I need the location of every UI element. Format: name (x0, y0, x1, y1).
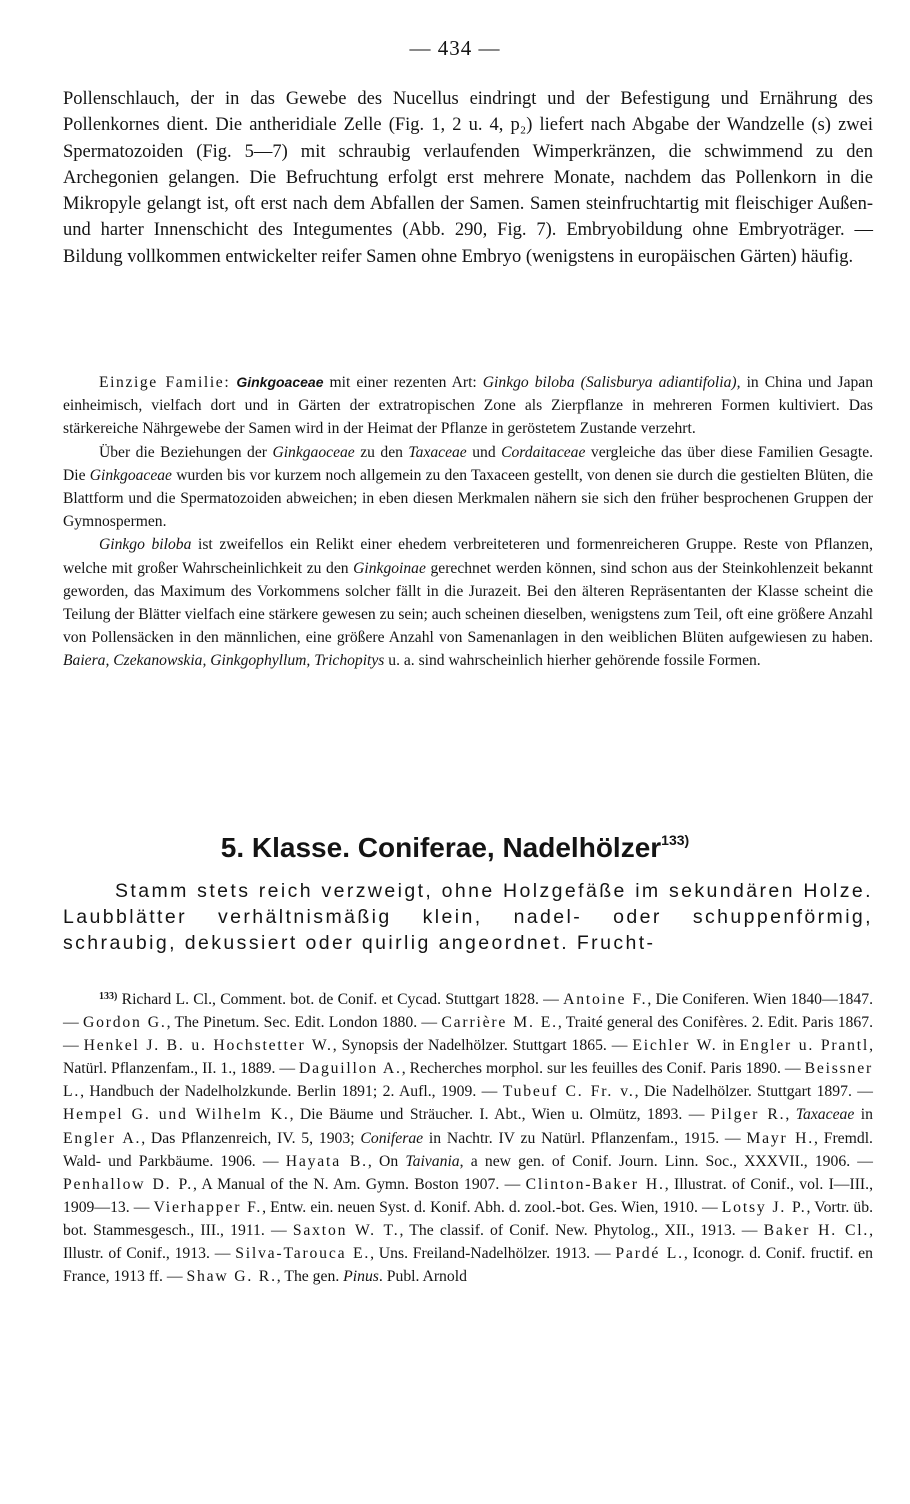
citation-text: , Uns. Freiland-Nadelhölzer. 1913. — (370, 1245, 616, 1263)
taxon-name: Coniferae (360, 1129, 424, 1147)
author-name: Hayata B. (285, 1152, 368, 1170)
citation-text: , The Pinetum. Sec. Edit. London 1880. — (166, 1014, 442, 1032)
citation-text: in (717, 1037, 740, 1055)
citation-text: , Die Coniferen. Wien 1840—1847. — (63, 991, 874, 1032)
relations-text-e: wurden bis vor kurzem noch allgemein zu den Taxaceen gestellt, von denen sie durch die gestielten Blüten, die Blattform und die Spermatozoiden abweichen; in eben diesen Merkmalen nähern sie sich den früher besprochenen Gruppen der Gymnospermen. (63, 466, 874, 531)
footnote-references (63, 985, 873, 1288)
taxon-cordaitaceae: Cordaitaceae (501, 443, 586, 461)
author-name: Engler A. (63, 1129, 142, 1147)
section-heading (0, 832, 910, 864)
citation-text: , (785, 1106, 796, 1124)
page-number: — 434 — (409, 36, 501, 60)
author-name: Clinton-Baker H. (525, 1175, 665, 1193)
family-lead: Einzige Familie: (99, 374, 231, 391)
citation-text: , Die Nadelhölzer. Stuttgart 1897. — (634, 1083, 873, 1101)
taxon-name: Pinus (343, 1268, 379, 1286)
family-text: mit einer rezenten Art: (329, 374, 477, 391)
taxon-ginkgo-biloba: Ginkgo biloba (99, 536, 192, 554)
citation-text: , Handbuch der Nadelholzkunde. Berlin 1891; 2. Aufl., 1909. — (80, 1083, 503, 1101)
relations-text-b: zu den (360, 443, 403, 461)
relations-text-d: vergleiche das über diese Familien Gesagte. Die (63, 443, 874, 484)
class-description: Stamm stets reich verzweigt, ohne Holzgefäße im sekundären Holze. Laubblätter verhältnismäßig klein, nadel- oder schuppenförmig, schraubig, dekussiert oder quirlig angeordnet. Frucht- (63, 880, 873, 954)
author-name: Engler u. Prantl (739, 1037, 870, 1055)
small-print-section (63, 371, 873, 673)
citation-text: , Iconogr. d. Conif. fructif. en France, 1913 ff. — (63, 1245, 873, 1286)
author-name: Pilger R. (710, 1106, 786, 1124)
relations-text-a: Über die Beziehungen der (99, 443, 267, 461)
citation-text: , Entw. ein. neuen Syst. d. Konif. Abh. d. zool.-bot. Ges. Wien, 1910. — (262, 1198, 722, 1216)
author-name: Carrière M. E. (441, 1014, 558, 1032)
citation-text: in (854, 1106, 873, 1124)
citation-text: , Vortr. üb. bot. Stammesgesch., III., 1911. — (63, 1198, 874, 1239)
citation-text: , Recherches morphol. sur les feuilles des Conif. Paris 1890. — (401, 1060, 805, 1078)
footnote-mark: 133) (99, 991, 118, 1002)
author-name: Shaw G. R. (186, 1268, 277, 1286)
family-name: Ginkgoaceae (236, 374, 324, 390)
author-name: Baker H. Cl. (763, 1221, 870, 1239)
relict-text-c: u. a. sind wahrscheinlich hierher gehörende fossile Formen. (388, 652, 761, 670)
author-name: Saxton W. T. (292, 1221, 400, 1239)
taxon-taxaceae: Taxaceae (408, 443, 467, 461)
author-name: Beissner L. (63, 1060, 873, 1101)
author-name: Penhallow D. P. (63, 1175, 194, 1193)
fossil-genera: Baiera, Czekanowskia, Ginkgophyllum, Trichopitys (63, 652, 385, 670)
author-name: Silva-Tarouca E. (235, 1245, 371, 1263)
taxon-name: Taivania (405, 1152, 460, 1170)
citation-text: , Fremdl. Wald- und Parkbäume. 1906. — (63, 1129, 873, 1170)
citation-text: , Traité general des Conifères. 2. Edit. Paris 1867. — (63, 1014, 873, 1055)
citation-text: , The gen. (276, 1268, 344, 1286)
paragraph-family (63, 371, 873, 441)
relict-text-a: ist zweifellos ein Relikt einer ehedem verbreiteteren und formenreicheren Gruppe. Reste von Pflanzen, welche mit großer Wahrscheinlichkeit zu den (63, 536, 873, 577)
citation-text: , Synopsis der Nadelhölzer. Stuttgart 1865. — (332, 1037, 633, 1055)
citation-text: Richard L. Cl., Comment. bot. de Conif. et Cycad. Stuttgart 1828. — (121, 991, 564, 1008)
citation-text: , The classif. of Conif. New. Phytolog., XII., 1913. — (399, 1221, 764, 1239)
citation-text: , Illustrat. of Conif., vol. I—III., 1909—13. — (63, 1175, 873, 1216)
author-name: Antoine F. (563, 991, 648, 1008)
author-name: Hempel G. und Wilhelm K. (63, 1106, 290, 1124)
taxon-name: Taxaceae (795, 1106, 855, 1124)
species-name: Ginkgo biloba (Salisburya adiantifolia), (482, 374, 741, 391)
citation-text: , Die Bäume und Sträucher. I. Abt., Wien u. Olmütz, 1893. — (289, 1106, 711, 1124)
paragraph-relict (63, 533, 873, 672)
heading-footnote-ref: 133) (661, 832, 690, 848)
heading-text: 5. Klasse. Coniferae, Nadelhölzer (220, 832, 662, 863)
taxon-ginkgoaceae: Ginkgoaceae (89, 466, 172, 484)
citation-text: , Illustr. of Conif., 1913. — (63, 1221, 874, 1263)
author-name: Vierhapper F. (153, 1198, 263, 1216)
family-description: in China und Japan einheimisch, vielfach dort und in Gärten der extratropischen Zone als Zierpflanze in mehreren Formen kultiviert. Das stärkereiche Nährgewebe der Samen wird in der Heimat der Pflanze in geröstetem Zustande verzehrt. (63, 374, 873, 438)
taxon-ginkgaoceae: Ginkgaoceae (272, 443, 355, 461)
citation-text: , On (367, 1152, 406, 1170)
author-name: Eichler W. (632, 1037, 718, 1055)
relict-text-b: gerechnet werden können, sind schon aus der Steinkohlenzeit bekannt geworden, das Maximum des Vorkommens solcher fällt in die Jurazeit. Bei den älteren Repräsentanten der Klasse scheint die Teilung der Blätter vielfach eine stärkere gewesen zu sein; auch scheinen dieselben, wenigstens zum Teil, oft eine größere Anzahl von Pollensäcken in den männlichen, eine größere Anzahl von Samenanlagen in den weiblichen Blüten aufgewiesen zu haben. (63, 559, 873, 647)
author-name: Henkel J. B. u. Hochstetter W. (83, 1037, 333, 1055)
citation-text: , Das Pflanzenreich, IV. 5, 1903; (141, 1129, 361, 1147)
author-name: Pardé L. (615, 1245, 684, 1263)
citation-text: , A Manual of the N. Am. Gymn. Boston 1907. — (193, 1175, 526, 1193)
citation-text: , a new gen. of Conif. Journ. Linn. Soc., XXXVII., 1906. — (459, 1152, 873, 1170)
author-name: Gordon G. (82, 1014, 167, 1032)
author-name: Tubeuf C. Fr. v. (502, 1083, 635, 1101)
author-name: Lotsy J. P. (721, 1198, 807, 1216)
citation-text: . Publ. Arnold (378, 1268, 467, 1286)
taxon-ginkgoinae: Ginkgoinae (353, 559, 426, 577)
relations-text-c: und (472, 443, 496, 461)
citation-text: in Nachtr. IV zu Natürl. Pflanzenfam., 1915. — (423, 1129, 747, 1147)
paragraph-pollen-tube: Pollenschlauch, der in das Gewebe des Nucellus eindringt und der Befestigung und Ernährung des Pollenkornes dient. Die antheridiale Zelle (Fig. 1, 2 u. 4, p₂) liefert nach Abgabe der Wandzelle (s) zwei Spermatozoiden (Fig. 5—7) mit schraubig verlaufenden Wimperkränzen, die schwimmend zu den Archegonien gelangen. Die Befruchtung erfolgt erst mehrere Monate, nachdem das Pollenkorn in die Mikropyle gelangt ist, oft erst nach dem Abfallen der Samen. Samen steinfruchtartig mit fleischiger Außen- und harter Innenschicht des Integumentes (Abb. 290, Fig. 7). Embryobildung ohne Embryoträger. — Bildung vollkommen entwickelter reifer Samen ohne Embryo (wenigstens in europäischen Gärten) häufig. (63, 89, 873, 267)
citation-text: , Natürl. Pflanzenfam., II. 1., 1889. — (63, 1037, 874, 1078)
author-name: Mayr H. (746, 1129, 815, 1147)
author-name: Daguillon A. (299, 1060, 402, 1078)
paragraph-relations (63, 441, 873, 534)
